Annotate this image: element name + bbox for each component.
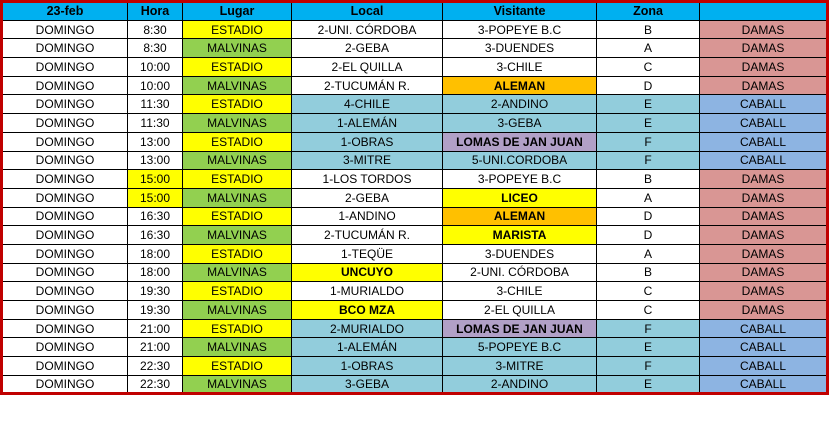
cell-categoria[interactable]: CABALL: [700, 132, 828, 151]
cell-hora[interactable]: 10:00: [128, 58, 183, 77]
cell-lugar[interactable]: ESTADIO: [183, 20, 292, 39]
cell-hora[interactable]: 13:00: [128, 132, 183, 151]
cell-categoria[interactable]: DAMAS: [700, 170, 828, 189]
cell-lugar[interactable]: ESTADIO: [183, 132, 292, 151]
cell-categoria[interactable]: DAMAS: [700, 244, 828, 263]
cell-local[interactable]: 2-EL QUILLA: [292, 58, 443, 77]
cell-visitante[interactable]: 2-EL QUILLA: [443, 301, 597, 320]
cell-local[interactable]: UNCUYO: [292, 263, 443, 282]
cell-hora[interactable]: 18:00: [128, 244, 183, 263]
cell-zona[interactable]: E: [597, 375, 700, 394]
cell-day[interactable]: DOMINGO: [2, 39, 128, 58]
cell-lugar[interactable]: ESTADIO: [183, 319, 292, 338]
cell-visitante[interactable]: LOMAS DE JAN JUAN: [443, 319, 597, 338]
cell-local[interactable]: 2-MURIALDO: [292, 319, 443, 338]
table-row: [2, 319, 828, 338]
cell-day[interactable]: DOMINGO: [2, 151, 128, 170]
table-row: [2, 151, 828, 170]
cell-visitante[interactable]: 2-ANDINO: [443, 95, 597, 114]
cell-lugar[interactable]: MALVINAS: [183, 39, 292, 58]
cell-lugar[interactable]: MALVINAS: [183, 301, 292, 320]
cell-visitante[interactable]: ALEMAN: [443, 207, 597, 226]
cell-zona[interactable]: A: [597, 244, 700, 263]
cell-day[interactable]: DOMINGO: [2, 207, 128, 226]
header-zona[interactable]: Zona: [597, 2, 700, 21]
cell-local[interactable]: 1-MURIALDO: [292, 282, 443, 301]
table-row: [2, 282, 828, 301]
cell-visitante[interactable]: 3-POPEYE B.C: [443, 20, 597, 39]
cell-hora[interactable]: 15:00: [128, 188, 183, 207]
cell-hora[interactable]: 19:30: [128, 301, 183, 320]
table-row: [2, 114, 828, 133]
cell-visitante[interactable]: 3-CHILE: [443, 58, 597, 77]
cell-lugar[interactable]: ESTADIO: [183, 244, 292, 263]
table-row: [2, 132, 828, 151]
cell-lugar[interactable]: MALVINAS: [183, 76, 292, 95]
cell-zona[interactable]: C: [597, 58, 700, 77]
cell-hora[interactable]: 16:30: [128, 226, 183, 245]
cell-zona[interactable]: A: [597, 188, 700, 207]
cell-hora[interactable]: 21:00: [128, 338, 183, 357]
cell-visitante[interactable]: 3-POPEYE B.C: [443, 170, 597, 189]
cell-day[interactable]: DOMINGO: [2, 357, 128, 376]
cell-day[interactable]: DOMINGO: [2, 132, 128, 151]
cell-local[interactable]: 2-GEBA: [292, 188, 443, 207]
cell-visitante[interactable]: 3-DUENDES: [443, 244, 597, 263]
cell-categoria[interactable]: DAMAS: [700, 226, 828, 245]
header-local[interactable]: Local: [292, 2, 443, 21]
cell-visitante[interactable]: ALEMAN: [443, 76, 597, 95]
cell-zona[interactable]: C: [597, 301, 700, 320]
cell-zona[interactable]: D: [597, 207, 700, 226]
cell-local[interactable]: 2-TUCUMÁN R.: [292, 76, 443, 95]
cell-local[interactable]: 3-GEBA: [292, 375, 443, 394]
cell-hora[interactable]: 10:00: [128, 76, 183, 95]
cell-zona[interactable]: F: [597, 357, 700, 376]
cell-lugar[interactable]: ESTADIO: [183, 170, 292, 189]
cell-lugar[interactable]: MALVINAS: [183, 375, 292, 394]
cell-categoria[interactable]: CABALL: [700, 319, 828, 338]
cell-categoria[interactable]: CABALL: [700, 114, 828, 133]
cell-local[interactable]: 1-ALEMÁN: [292, 114, 443, 133]
cell-day[interactable]: DOMINGO: [2, 58, 128, 77]
table-row: [2, 95, 828, 114]
table-row: [2, 338, 828, 357]
cell-visitante[interactable]: 5-POPEYE B.C: [443, 338, 597, 357]
cell-day[interactable]: DOMINGO: [2, 263, 128, 282]
cell-zona[interactable]: C: [597, 282, 700, 301]
cell-zona[interactable]: A: [597, 39, 700, 58]
cell-hora[interactable]: 18:00: [128, 263, 183, 282]
cell-lugar[interactable]: MALVINAS: [183, 263, 292, 282]
cell-zona[interactable]: F: [597, 132, 700, 151]
cell-visitante[interactable]: 3-DUENDES: [443, 39, 597, 58]
cell-day[interactable]: DOMINGO: [2, 95, 128, 114]
cell-hora[interactable]: 11:30: [128, 95, 183, 114]
cell-categoria[interactable]: DAMAS: [700, 263, 828, 282]
cell-day[interactable]: DOMINGO: [2, 20, 128, 39]
table-row: [2, 263, 828, 282]
header-hora[interactable]: Hora: [128, 2, 183, 21]
cell-day[interactable]: DOMINGO: [2, 188, 128, 207]
cell-categoria[interactable]: CABALL: [700, 338, 828, 357]
cell-hora[interactable]: 13:00: [128, 151, 183, 170]
cell-local[interactable]: 1-TEQÜE: [292, 244, 443, 263]
cell-categoria[interactable]: CABALL: [700, 357, 828, 376]
cell-visitante[interactable]: 3-GEBA: [443, 114, 597, 133]
table-row: [2, 20, 828, 39]
cell-categoria[interactable]: DAMAS: [700, 207, 828, 226]
cell-lugar[interactable]: MALVINAS: [183, 151, 292, 170]
cell-lugar[interactable]: ESTADIO: [183, 95, 292, 114]
cell-zona[interactable]: F: [597, 151, 700, 170]
cell-visitante[interactable]: 2-ANDINO: [443, 375, 597, 394]
cell-hora[interactable]: 19:30: [128, 282, 183, 301]
cell-local[interactable]: 2-GEBA: [292, 39, 443, 58]
header-day[interactable]: 23-feb: [2, 2, 128, 21]
cell-hora[interactable]: 11:30: [128, 114, 183, 133]
cell-hora[interactable]: 8:30: [128, 39, 183, 58]
cell-categoria[interactable]: DAMAS: [700, 76, 828, 95]
cell-categoria[interactable]: DAMAS: [700, 39, 828, 58]
cell-visitante[interactable]: LICEO: [443, 188, 597, 207]
cell-local[interactable]: 3-MITRE: [292, 151, 443, 170]
table-row: [2, 76, 828, 95]
cell-day[interactable]: DOMINGO: [2, 244, 128, 263]
cell-categoria[interactable]: CABALL: [700, 95, 828, 114]
table-row: [2, 207, 828, 226]
table-row: [2, 357, 828, 376]
cell-lugar[interactable]: ESTADIO: [183, 282, 292, 301]
cell-local[interactable]: 4-CHILE: [292, 95, 443, 114]
cell-day[interactable]: DOMINGO: [2, 338, 128, 357]
cell-local[interactable]: 1-ANDINO: [292, 207, 443, 226]
cell-day[interactable]: DOMINGO: [2, 319, 128, 338]
cell-local[interactable]: 1-OBRAS: [292, 132, 443, 151]
cell-hora[interactable]: 16:30: [128, 207, 183, 226]
header-row: [2, 2, 828, 21]
cell-visitante[interactable]: 3-MITRE: [443, 357, 597, 376]
cell-day[interactable]: DOMINGO: [2, 282, 128, 301]
table-body: [2, 20, 828, 394]
cell-day[interactable]: DOMINGO: [2, 114, 128, 133]
cell-categoria[interactable]: CABALL: [700, 151, 828, 170]
table-row: [2, 301, 828, 320]
cell-zona[interactable]: E: [597, 114, 700, 133]
cell-local[interactable]: BCO MZA: [292, 301, 443, 320]
cell-day[interactable]: DOMINGO: [2, 76, 128, 95]
cell-categoria[interactable]: DAMAS: [700, 20, 828, 39]
cell-visitante[interactable]: 5-UNI.CORDOBA: [443, 151, 597, 170]
table-row: [2, 188, 828, 207]
cell-lugar[interactable]: MALVINAS: [183, 338, 292, 357]
cell-zona[interactable]: B: [597, 263, 700, 282]
cell-zona[interactable]: B: [597, 20, 700, 39]
cell-zona[interactable]: D: [597, 76, 700, 95]
cell-visitante[interactable]: 2-UNI. CÓRDOBA: [443, 263, 597, 282]
table-row: [2, 170, 828, 189]
table-row: [2, 39, 828, 58]
cell-categoria[interactable]: DAMAS: [700, 282, 828, 301]
cell-local[interactable]: 1-LOS TORDOS: [292, 170, 443, 189]
table-row: [2, 244, 828, 263]
cell-zona[interactable]: F: [597, 319, 700, 338]
cell-categoria[interactable]: DAMAS: [700, 188, 828, 207]
cell-hora[interactable]: 15:00: [128, 170, 183, 189]
cell-day[interactable]: DOMINGO: [2, 375, 128, 394]
cell-visitante[interactable]: MARISTA: [443, 226, 597, 245]
cell-local[interactable]: 1-OBRAS: [292, 357, 443, 376]
cell-lugar[interactable]: MALVINAS: [183, 188, 292, 207]
cell-lugar[interactable]: MALVINAS: [183, 226, 292, 245]
cell-categoria[interactable]: DAMAS: [700, 58, 828, 77]
cell-local[interactable]: 2-UNI. CÓRDOBA: [292, 20, 443, 39]
cell-categoria[interactable]: DAMAS: [700, 301, 828, 320]
cell-day[interactable]: DOMINGO: [2, 170, 128, 189]
cell-lugar[interactable]: MALVINAS: [183, 114, 292, 133]
cell-visitante[interactable]: 3-CHILE: [443, 282, 597, 301]
table-row: [2, 58, 828, 77]
header-lugar[interactable]: Lugar: [183, 2, 292, 21]
cell-lugar[interactable]: ESTADIO: [183, 58, 292, 77]
cell-categoria[interactable]: CABALL: [700, 375, 828, 394]
cell-local[interactable]: 2-TUCUMÁN R.: [292, 226, 443, 245]
cell-hora[interactable]: 22:30: [128, 375, 183, 394]
table-row: [2, 226, 828, 245]
cell-visitante[interactable]: LOMAS DE JAN JUAN: [443, 132, 597, 151]
header-categoria[interactable]: [700, 2, 828, 21]
cell-lugar[interactable]: ESTADIO: [183, 207, 292, 226]
cell-zona[interactable]: B: [597, 170, 700, 189]
cell-local[interactable]: 1-ALEMÁN: [292, 338, 443, 357]
cell-zona[interactable]: E: [597, 338, 700, 357]
cell-day[interactable]: DOMINGO: [2, 226, 128, 245]
cell-lugar[interactable]: ESTADIO: [183, 357, 292, 376]
cell-hora[interactable]: 21:00: [128, 319, 183, 338]
cell-hora[interactable]: 22:30: [128, 357, 183, 376]
cell-zona[interactable]: E: [597, 95, 700, 114]
table-row: [2, 375, 828, 394]
cell-hora[interactable]: 8:30: [128, 20, 183, 39]
cell-day[interactable]: DOMINGO: [2, 301, 128, 320]
cell-zona[interactable]: D: [597, 226, 700, 245]
header-visitante[interactable]: Visitante: [443, 2, 597, 21]
